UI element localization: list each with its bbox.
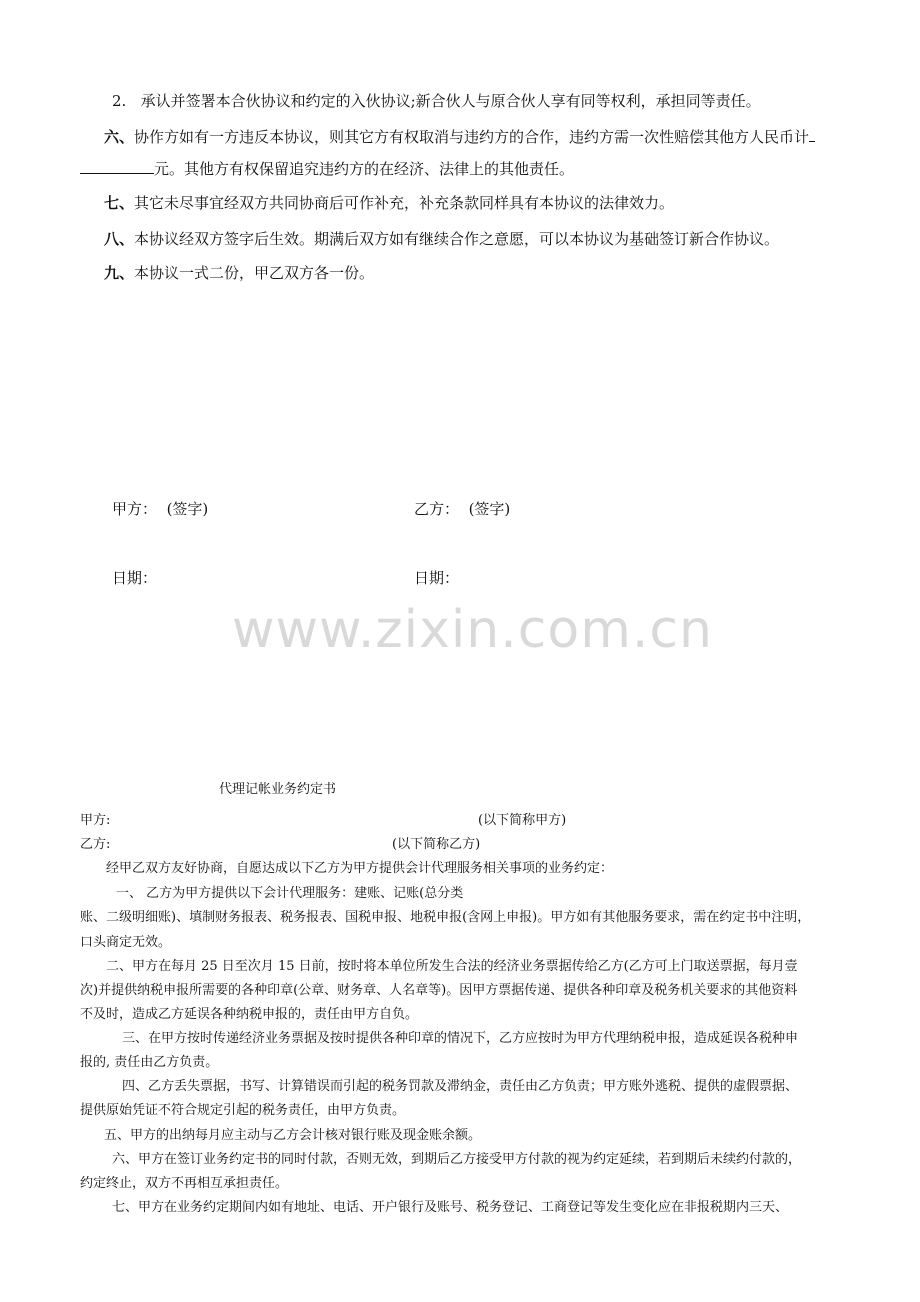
section-3-line-1: 三、在甲方按时传递经济业务票据及按时提供各种印章的情况下，乙方应按时为甲方代理纳税申报，造成延误各税种申 bbox=[122, 1031, 799, 1046]
watermark-text: www.zixin.com.cn bbox=[232, 600, 713, 660]
clause-9 bbox=[104, 262, 374, 283]
amount-blank bbox=[80, 159, 154, 174]
clause-number: 2. bbox=[112, 92, 127, 110]
clause-text: 本协议一式二份，甲乙双方各一份。 bbox=[134, 264, 375, 282]
clause-text: 其它未尽事宜经双方共同协商后可作补充，补充条款同样具有本协议的法律效力。 bbox=[134, 194, 675, 212]
party-a-note: (以下简称甲方) bbox=[478, 813, 567, 828]
clause-number: 七、 bbox=[104, 194, 135, 212]
party-b-label: 乙方: bbox=[80, 837, 111, 852]
section-7-line-1: 七、甲方在业务约定期间内如有地址、电话、开户银行及账号、税务登记、工商登记等发生变化应在非报税期内三天、 bbox=[112, 1200, 789, 1215]
section-4-line-2: 提供原始凭证不符合规定引起的税务责任，由甲方负责。 bbox=[80, 1103, 406, 1118]
party-a-label: 甲方： bbox=[112, 500, 158, 518]
section-2-line-3: 不及时，造成乙方延误各种纳税申报的，责任由甲方自负。 bbox=[80, 1007, 419, 1022]
document-title: 代理记帐业务约定书 bbox=[219, 782, 337, 797]
clause-6 bbox=[104, 126, 815, 147]
section-2-line-1: 二、甲方在每月 25 日至次月 15 日前，按时将本单位所发生合法的经济业务票据传给乙方(乙方可上门取送票据，每月壹 bbox=[106, 959, 798, 974]
clause-item-2 bbox=[112, 90, 761, 111]
party-a-label: 甲方: bbox=[80, 813, 111, 828]
section-6-line-1: 六、甲方在签订业务约定书的同时付款，否则无效，到期后乙方接受甲方付款的视为约定延续，若到期后未续约付款的， bbox=[112, 1152, 802, 1167]
blank-line bbox=[809, 127, 815, 142]
party-b-label: 乙方： bbox=[414, 500, 460, 518]
party-b-sign: (签字) bbox=[468, 500, 511, 518]
clause-number: 九、 bbox=[104, 264, 135, 282]
clause-text: 元。其他方有权保留追究违约方的在经济、法律上的其他责任。 bbox=[154, 160, 575, 178]
section-1-line-2: 账、二级明细账)、填制财务报表、税务报表、国税申报、地税申报(含网上申报)。甲方如有其他服务要求，需在约定书中注明， bbox=[80, 910, 811, 925]
party-a-sign: (签字) bbox=[166, 500, 209, 518]
clause-number: 八、 bbox=[104, 230, 135, 248]
section-4-line-1: 四、乙方丢失票据，书写、计算错误而引起的税务罚款及滞纳金，责任由乙方负责；甲方账外逃税、提供的虚假票据、 bbox=[122, 1079, 799, 1094]
section-5-line-1: 五、甲方的出纳每月应主动与乙方会计核对银行账及现金账余额。 bbox=[104, 1128, 482, 1143]
clause-text: 承认并签署本合伙协议和约定的入伙协议;新合伙人与原合伙人享有同等权利，承担同等责任。 bbox=[140, 92, 761, 110]
date-b: 日期： bbox=[414, 569, 460, 587]
section-6-line-2: 约定终止，双方不再相互承担责任。 bbox=[80, 1176, 289, 1191]
party-a-signature bbox=[112, 498, 208, 519]
clause-6-continued bbox=[80, 158, 574, 179]
clause-text: 本协议经双方签字后生效。期满后双方如有继续合作之意愿，可以本协议为基础签订新合作协议。 bbox=[134, 230, 780, 248]
date-a: 日期： bbox=[112, 569, 158, 587]
section-1-line-3: 口头商定无效。 bbox=[80, 935, 172, 950]
intro-paragraph: 经甲乙双方友好协商，自愿达成以下乙方为甲方提供会计代理服务相关事项的业务约定： bbox=[106, 861, 614, 876]
clause-number: 六、 bbox=[104, 128, 135, 146]
clause-8 bbox=[104, 228, 779, 249]
section-3-line-2: 报的, 责任由乙方负责。 bbox=[80, 1055, 219, 1070]
clause-text: 协作方如有一方违反本协议，则其它方有权取消与违约方的合作，违约方需一次性赔偿其他方人民币计 bbox=[134, 128, 810, 146]
clause-7 bbox=[104, 192, 674, 213]
section-1-line-1: 一、 乙方为甲方提供以下会计代理服务：建账、记账(总分类 bbox=[116, 886, 464, 901]
party-b-note: (以下简称乙方) bbox=[392, 837, 481, 852]
section-2-line-2: 次)并提供纳税申报所需要的各种印章(公章、财务章、人名章等)。因甲方票据传递、提供各种印章及税务机关要求的其他资料 bbox=[80, 983, 798, 998]
party-b-signature bbox=[414, 498, 510, 519]
